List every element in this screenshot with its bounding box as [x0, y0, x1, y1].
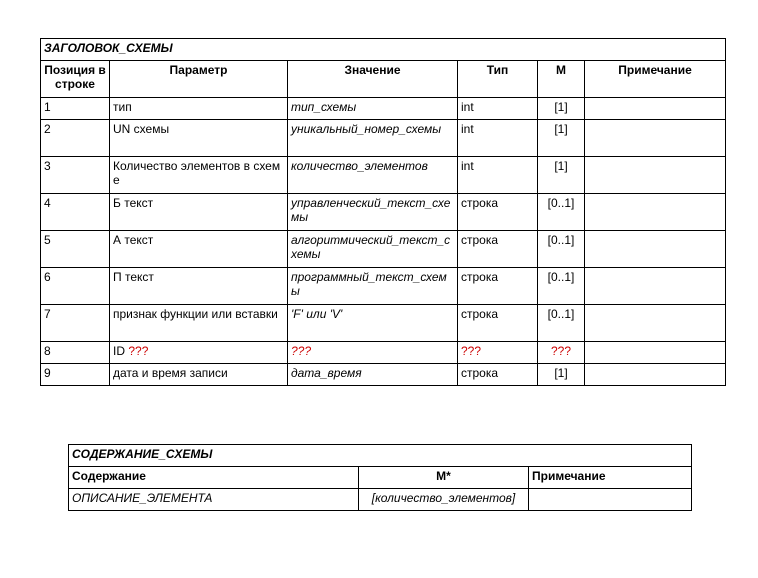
row-note — [585, 231, 726, 268]
table-row — [41, 342, 726, 364]
parameter-text: дата и время записи — [113, 366, 228, 380]
column-header-content: Содержание — [69, 467, 359, 489]
row-type: строка — [458, 231, 538, 268]
row-note — [529, 489, 692, 511]
row-value: дата_время — [288, 364, 458, 386]
row-parameter — [110, 98, 288, 120]
table-row — [41, 120, 726, 157]
parameter-text: Б текст — [113, 196, 154, 210]
row-parameter — [110, 342, 288, 364]
column-header-note: Примечание — [585, 61, 726, 98]
row-parameter — [110, 364, 288, 386]
row-note — [585, 120, 726, 157]
table-row — [41, 305, 726, 342]
column-header-type: Тип — [458, 61, 538, 98]
row-position: 5 — [41, 231, 110, 268]
row-position: 9 — [41, 364, 110, 386]
row-value: количество_элементов — [288, 157, 458, 194]
parameter-text: признак функции или вставки — [113, 307, 278, 321]
row-note — [585, 268, 726, 305]
parameter-text: UN схемы — [113, 122, 170, 136]
row-position: 4 — [41, 194, 110, 231]
row-position: 2 — [41, 120, 110, 157]
parameter-text: А текст — [113, 233, 154, 247]
schema-content-table — [68, 444, 692, 511]
row-multiplicity: [0..1] — [538, 305, 585, 342]
row-type: строка — [458, 268, 538, 305]
table-row — [41, 268, 726, 305]
row-note — [585, 157, 726, 194]
parameter-unknown-marker: ??? — [128, 344, 149, 358]
column-header-m-star: М* — [359, 467, 529, 489]
row-note — [585, 342, 726, 364]
table-row — [41, 231, 726, 268]
schema-header-table — [40, 38, 726, 386]
row-multiplicity: ??? — [538, 342, 585, 364]
row-value: ??? — [288, 342, 458, 364]
column-header-value: Значение — [288, 61, 458, 98]
row-position: 3 — [41, 157, 110, 194]
row-multiplicity: [0..1] — [538, 194, 585, 231]
row-type: строка — [458, 364, 538, 386]
row-multiplicity: [1] — [538, 98, 585, 120]
table-row — [41, 364, 726, 386]
row-note — [585, 98, 726, 120]
row-multiplicity: [0..1] — [538, 268, 585, 305]
row-multiplicity: [1] — [538, 120, 585, 157]
parameter-text: тип — [113, 100, 132, 114]
row-value: программный_текст_схемы — [288, 268, 458, 305]
table-row — [41, 157, 726, 194]
row-position: 7 — [41, 305, 110, 342]
row-multiplicity: [1] — [538, 157, 585, 194]
table-row — [41, 98, 726, 120]
row-type: int — [458, 157, 538, 194]
row-note — [585, 305, 726, 342]
row-parameter — [110, 268, 288, 305]
parameter-text: ID — [113, 344, 125, 358]
row-type: строка — [458, 305, 538, 342]
row-position: 1 — [41, 98, 110, 120]
row-multiplicity: [количество_элементов] — [359, 489, 529, 511]
row-type: int — [458, 120, 538, 157]
row-type: ??? — [458, 342, 538, 364]
row-parameter — [110, 120, 288, 157]
row-parameter — [110, 305, 288, 342]
parameter-text: Количество элементов в схеме — [113, 159, 281, 187]
row-parameter — [110, 157, 288, 194]
column-header-content-note: Примечание — [529, 467, 692, 489]
row-multiplicity: [0..1] — [538, 231, 585, 268]
row-position: 8 — [41, 342, 110, 364]
header-table-title: ЗАГОЛОВОК_СХЕМЫ — [41, 39, 726, 61]
row-content: ОПИСАНИЕ_ЭЛЕМЕНТА — [69, 489, 359, 511]
row-multiplicity: [1] — [538, 364, 585, 386]
row-value: 'F' или 'V' — [288, 305, 458, 342]
header-table-body — [41, 98, 726, 386]
row-note — [585, 364, 726, 386]
row-parameter — [110, 231, 288, 268]
parameter-text: П текст — [113, 270, 154, 284]
row-value: управленческий_текст_схемы — [288, 194, 458, 231]
row-position: 6 — [41, 268, 110, 305]
row-parameter — [110, 194, 288, 231]
content-table-body — [69, 489, 692, 511]
column-header-m: М — [538, 61, 585, 98]
column-header-parameter: Параметр — [110, 61, 288, 98]
column-header-position: Позиция в строке — [41, 61, 110, 98]
row-value: алгоритмический_текст_схемы — [288, 231, 458, 268]
row-note — [585, 194, 726, 231]
row-type: int — [458, 98, 538, 120]
table-row — [41, 194, 726, 231]
row-value: тип_схемы — [288, 98, 458, 120]
content-table-title: СОДЕРЖАНИЕ_СХЕМЫ — [69, 445, 692, 467]
row-type: строка — [458, 194, 538, 231]
row-value: уникальный_номер_схемы — [288, 120, 458, 157]
table-row — [69, 489, 692, 511]
